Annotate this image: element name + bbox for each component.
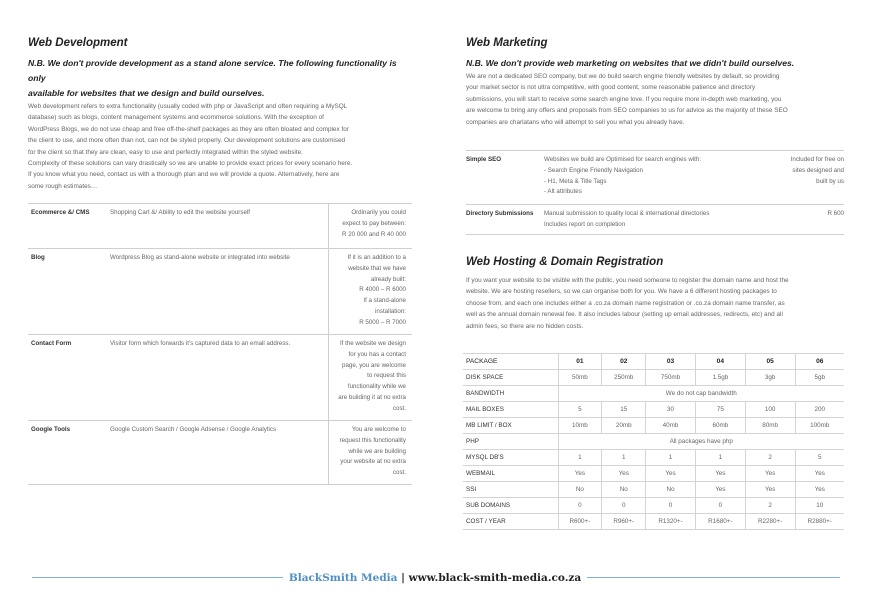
table-cell: No: [602, 482, 646, 498]
table-cell: Yes: [795, 482, 844, 498]
table-row: [463, 482, 844, 498]
desc-line: - Alt attributes: [544, 188, 582, 196]
paragraph-line: choose from, and each one includes either a .co.za domain name registration or .co.za domain name transfer, as: [466, 299, 785, 307]
hosting-section: [466, 255, 844, 332]
service-description: Wordpress Blog as stand-alone website or integrated into website: [110, 249, 328, 335]
table-cell: Yes: [745, 466, 795, 482]
table-cell: R600+-: [558, 514, 602, 530]
table-row: [28, 204, 412, 249]
service-price: [772, 151, 844, 205]
row-label: SUB DOMAINS: [463, 498, 558, 514]
paragraph-line: the client to use, and more often than not, can not be styled properly. Our development solutions are customised: [28, 137, 346, 145]
price-line: expect to pay between:: [342, 219, 406, 227]
table-cell: 3gb: [745, 370, 795, 386]
row-label: MB LIMIT / BOX: [463, 418, 558, 434]
table-cell: 1.5gb: [695, 370, 745, 386]
paragraph-line: are welcome to bring any offers and proposals from SEO companies to us for advice as the majority of these SEO: [466, 107, 788, 115]
price-line: You are welcome to: [351, 426, 406, 433]
service-description: Shopping Cart &/ Ability to edit the website yourself: [110, 204, 328, 249]
table-cell: R960+-: [602, 514, 646, 530]
table-cell-span: All packages have php: [558, 434, 844, 450]
paragraph-line: admin fees, so there are no hidden costs.: [466, 322, 584, 330]
price-line: already built:: [370, 275, 406, 283]
web-marketing-title: Web Marketing: [466, 37, 548, 49]
service-description: Visitor form which forwards it's captured data to an email address.: [110, 335, 328, 421]
paragraph-line: companies are charlatans who will attempt to sell you what you already have.: [466, 118, 685, 126]
service-name: Contact Form: [28, 335, 110, 421]
hosting-title: Web Hosting & Domain Registration: [466, 256, 664, 268]
footer-separator: |: [401, 572, 405, 584]
nb-line: N.B. We don't provide development as a stand alone service. The following functionality is only: [28, 58, 397, 83]
table-cell: R2280+-: [745, 514, 795, 530]
table-cell: Yes: [795, 466, 844, 482]
service-name: Simple SEO: [466, 151, 544, 205]
price-line: for you has a contact: [348, 350, 406, 358]
web-development-title: Web Development: [28, 37, 128, 49]
service-price: R 600: [772, 205, 844, 235]
table-cell: 15: [602, 402, 646, 418]
paragraph-line: website. We are hosting resellers, so we can organise both for you. We have a 6 different hosting packages to: [466, 288, 777, 296]
price-line: functionality while we: [347, 383, 406, 391]
price-line: website that we have: [348, 264, 406, 272]
hosting-packages-table: [463, 353, 844, 530]
development-services-table: [28, 203, 412, 485]
price-line: while we are building: [348, 447, 406, 455]
table-cell: 0: [646, 498, 696, 514]
table-row: [463, 514, 844, 530]
service-price: [328, 421, 412, 485]
price-line: your website at no extra: [340, 458, 406, 466]
service-name: Google Tools: [28, 421, 110, 485]
row-label: PHP: [463, 434, 558, 450]
row-label: PACKAGE: [463, 354, 558, 370]
table-cell: 1: [646, 450, 696, 466]
web-development-nb: [28, 56, 412, 101]
package-number: 04: [695, 354, 745, 370]
row-label: DISK SPACE: [463, 370, 558, 386]
web-marketing-section: [466, 36, 844, 128]
table-cell: 250mb: [602, 370, 646, 386]
table-row: [463, 402, 844, 418]
table-cell: Yes: [602, 466, 646, 482]
table-cell: 0: [602, 498, 646, 514]
paragraph-line: submissions, you will start to receive some search engine love. If you require more in-depth web marketing, you: [466, 95, 782, 103]
table-row: [463, 450, 844, 466]
table-cell: 30: [646, 402, 696, 418]
price-line: to request this: [367, 372, 406, 380]
service-price: [328, 249, 412, 335]
row-label: COST / YEAR: [463, 514, 558, 530]
price-line: are building it at no extra: [338, 393, 406, 401]
table-cell: 1: [695, 450, 745, 466]
paragraph-line: Web development refers to extra functionality (usually coded with php or JavaScript and often requiring a MySQL: [28, 103, 348, 110]
price-line: installation:: [375, 307, 406, 315]
web-development-paragraph: [28, 101, 412, 192]
service-description: [544, 151, 772, 205]
service-description: Google Custom Search / Google Adsense / Google Analytics: [110, 421, 328, 485]
table-cell: 40mb: [646, 418, 696, 434]
desc-line: Includes report on completion: [544, 220, 626, 228]
table-cell: Yes: [558, 466, 602, 482]
table-cell: Yes: [745, 482, 795, 498]
hosting-paragraph: [466, 275, 844, 332]
service-price: [328, 335, 412, 421]
table-cell: R1320+-: [646, 514, 696, 530]
table-cell: 200: [795, 402, 844, 418]
table-row: [463, 498, 844, 514]
table-row: [463, 370, 844, 386]
table-row: [28, 249, 412, 335]
paragraph-line: WordPress Blogs, we do not use cheap and free off-the-shelf packages as they are often bloated and complex for: [28, 125, 349, 133]
paragraph-line: If you want your website to be visible with the public, you need someone to register the domain name and host the: [466, 277, 789, 284]
package-number: 02: [602, 354, 646, 370]
web-development-section: [28, 36, 412, 192]
table-cell: 1: [558, 450, 602, 466]
table-row: [28, 335, 412, 421]
row-label: WEBMAIL: [463, 466, 558, 482]
price-line: R 20 000 and R 40 000: [342, 230, 406, 238]
table-cell: 60mb: [695, 418, 745, 434]
package-number: 01: [558, 354, 602, 370]
price-line: cost.: [392, 404, 406, 412]
service-name: Blog: [28, 249, 110, 335]
paragraph-line: well as the annual domain renewal fee. It also includes labour (setting up email addresses, redirects, etc) and all: [466, 311, 783, 319]
table-row: [463, 418, 844, 434]
table-cell: 2: [745, 498, 795, 514]
table-cell: 1: [602, 450, 646, 466]
service-description: [544, 205, 772, 235]
price-line: Included for free on: [790, 156, 844, 163]
price-line: R 5000 – R 7000: [359, 318, 406, 326]
paragraph-line: for the client so that they are clean, easy to use and perfectly integrated within the styled website.: [28, 148, 303, 156]
service-price: [328, 204, 412, 249]
desc-line: Manual submission to quality local & international directories: [544, 210, 710, 217]
table-cell: 100: [745, 402, 795, 418]
package-number: 03: [646, 354, 696, 370]
table-row: [463, 386, 844, 402]
table-cell: 100mb: [795, 418, 844, 434]
footer-content: [283, 572, 587, 584]
table-cell: No: [558, 482, 602, 498]
table-cell: 2: [745, 450, 795, 466]
price-line: built by us: [816, 177, 844, 185]
table-cell: 0: [695, 498, 745, 514]
footer-url[interactable]: www.black-smith-media.co.za: [408, 572, 582, 584]
price-line: Ordinarily you could: [351, 209, 406, 216]
paragraph-line: If you know what you need, contact us with a thorough plan and we will provide a quote. Alternatively, here are: [28, 171, 340, 179]
table-row: [463, 466, 844, 482]
table-cell: Yes: [695, 466, 745, 482]
marketing-services-table: [466, 150, 844, 235]
table-row: [466, 205, 844, 235]
table-cell: 80mb: [745, 418, 795, 434]
package-number: 06: [795, 354, 844, 370]
desc-line: - Search Engine Friendly Navigation: [544, 166, 644, 174]
nb-line: available for websites that we design and build ourselves.: [28, 88, 265, 98]
price-line: page, you are welcome: [342, 361, 406, 369]
price-line: If it is an addition to a: [347, 254, 406, 261]
table-cell: 10mb: [558, 418, 602, 434]
table-row: [466, 151, 844, 205]
row-label: BANDWIDTH: [463, 386, 558, 402]
table-cell: 50mb: [558, 370, 602, 386]
table-cell: R1680+-: [695, 514, 745, 530]
table-cell: 0: [558, 498, 602, 514]
table-cell: Yes: [646, 466, 696, 482]
paragraph-line: database) such as blogs, content management systems and ecommerce solutions. With the exception of: [28, 114, 324, 122]
service-name: Directory Submissions: [466, 205, 544, 235]
table-cell: 750mb: [646, 370, 696, 386]
price-line: sites designed and: [792, 166, 844, 174]
table-cell: No: [646, 482, 696, 498]
desc-line: - H1, Meta & Title Tags: [544, 177, 607, 185]
table-cell: 20mb: [602, 418, 646, 434]
table-row: [28, 421, 412, 485]
paragraph-line: Complexity of these solutions can vary drastically so we are unable to provide exact prices for every scenario here.: [28, 160, 353, 168]
table-cell: 75: [695, 402, 745, 418]
footer-brand: BlackSmith Media: [288, 572, 398, 584]
footer: [0, 572, 870, 584]
row-label: MAIL BOXES: [463, 402, 558, 418]
paragraph-line: your market sector is not ultra competitive, with good content, some reasonable patience and directory: [466, 84, 756, 92]
table-cell-span: We do not cap bandwidth: [558, 386, 844, 402]
table-cell: 10: [795, 498, 844, 514]
table-cell: Yes: [695, 482, 745, 498]
desc-line: Websites we build are Optimised for search engines with:: [544, 156, 702, 163]
service-name: Ecommerce &/ CMS: [28, 204, 110, 249]
paragraph-line: We are not a dedicated SEO company, but we do build search engine friendly websites by default, so providing: [466, 73, 780, 80]
table-cell: 5gb: [795, 370, 844, 386]
paragraph-line: some rough estimates…: [28, 182, 98, 190]
table-row: [463, 354, 844, 370]
price-line: request this functionality: [339, 436, 406, 444]
table-cell: R2880+-: [795, 514, 844, 530]
package-number: 05: [745, 354, 795, 370]
row-label: SSI: [463, 482, 558, 498]
price-line: cost.: [392, 469, 406, 477]
table-cell: 5: [558, 402, 602, 418]
web-marketing-paragraph: [466, 71, 844, 128]
table-row: [463, 434, 844, 450]
row-label: MYSQL DB'S: [463, 450, 558, 466]
price-line: If the website we design: [339, 340, 406, 347]
price-line: If a stand-alone: [363, 297, 406, 305]
table-cell: 5: [795, 450, 844, 466]
price-line: R 4000 – R 6000: [359, 286, 406, 294]
web-marketing-nb: N.B. We don't provide web marketing on websites that we didn't build ourselves.: [466, 58, 795, 68]
